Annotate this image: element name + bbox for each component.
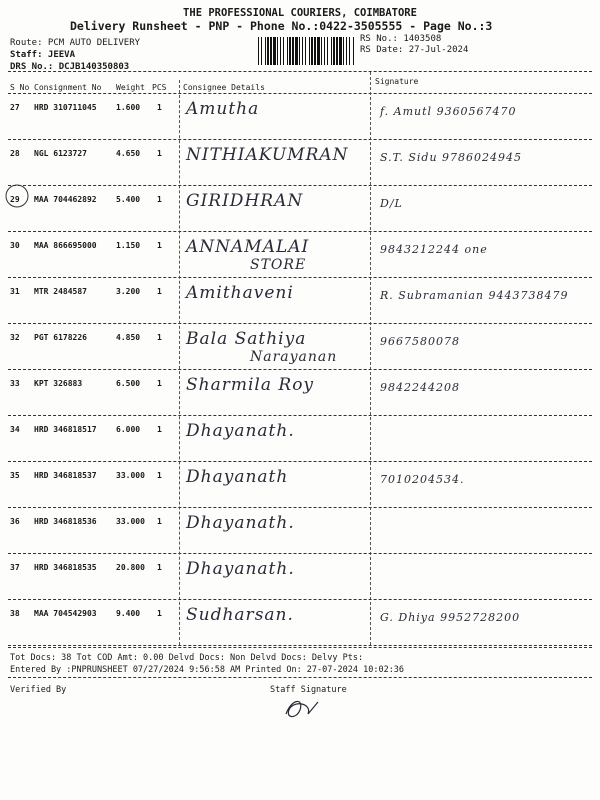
row-signature-text: 9842244208 [380,381,460,394]
row-consignment-no: HRD 346818536 [34,517,97,526]
row-weight: 33.000 [116,517,145,526]
company-title: THE PROFESSIONAL COURIERS, COIMBATORE [183,7,417,19]
verified-by-label: Verified By [10,685,67,695]
row-weight: 4.850 [116,333,141,342]
row-divider [8,139,592,140]
row-weight: 33.000 [116,471,145,480]
row-signature-text: 9843212244 one [380,243,488,256]
row-sno: 33 [10,379,20,388]
row-consignee-name: Sharmila Roy [186,375,315,395]
row-sno: 38 [10,609,20,618]
row-consignee-name: Amutha [186,99,260,119]
row-weight: 1.150 [116,241,141,250]
row-consignment-no: KPT 326883 [34,379,83,388]
row-consignee-name: ANNAMALAI [186,237,310,257]
row-pcs: 1 [157,471,162,480]
row-divider [8,369,592,370]
row-sno: 29 [10,195,20,204]
row-consignment-no: MAA 866695000 [34,241,97,250]
top-rule [8,71,592,72]
staff-label: Staff: JEEVA [10,50,76,60]
column-separator [370,72,371,645]
footer-rule [8,647,592,648]
row-weight: 9.400 [116,609,141,618]
row-consignment-no: NGL 6123727 [34,149,87,158]
row-pcs: 1 [157,517,162,526]
row-divider [8,185,592,186]
row-sno: 30 [10,241,20,250]
column-separator [179,80,180,645]
row-pcs: 1 [157,149,162,158]
row-weight: 1.600 [116,103,141,112]
row-pcs: 1 [157,287,162,296]
row-consignment-no: MAA 704542903 [34,609,97,618]
row-signature-text: S.T. Sidu 9786024945 [380,151,523,164]
row-sno: 32 [10,333,20,342]
row-signature-text: 9667580078 [380,335,460,348]
row-consignee-name: Bala Sathiya [186,329,307,349]
row-pcs: 1 [157,563,162,572]
rs-number: RS No.: 1403508 [360,34,442,44]
totals-line: Tot Docs: 38 Tot COD Amt: 0.00 Delvd Docs: Non Delvd Docs: Delvy Pts: [10,653,364,663]
row-consignee-name: GIRIDHRAN [186,191,304,211]
row-weight: 4.650 [116,149,141,158]
row-divider [8,231,592,232]
drs-number: DRS No.: DCJB140350803 [10,62,130,72]
row-consignee-name: NITHIAKUMRAN [186,145,349,165]
row-pcs: 1 [157,425,162,434]
runsheet-subtitle: Delivery Runsheet - PNP - Phone No.:0422-3505555 - Page No.:3 [70,19,493,33]
row-pcs: 1 [157,241,162,250]
row-signature-text: f. Amutl 9360567470 [380,105,517,118]
row-consignment-no: HRD 310711045 [34,103,97,112]
row-weight: 6.000 [116,425,141,434]
row-consignee-name-line2: Narayanan [250,349,338,365]
row-divider [8,645,592,646]
row-pcs: 1 [157,379,162,388]
header-rule [8,93,592,94]
row-weight: 5.400 [116,195,141,204]
row-consignee-name: Amithaveni [186,283,294,303]
row-consignment-no: HRD 346818535 [34,563,97,572]
barcode-icon [258,37,356,65]
row-pcs: 1 [157,609,162,618]
row-divider [8,415,592,416]
col-header-pcs: PCS [152,83,167,92]
row-signature-text: G. Dhiya 9952728200 [380,611,521,624]
row-divider [8,461,592,462]
col-header-sno: S No [10,83,30,92]
row-signature-text: R. Subramanian 9443738479 [380,289,569,302]
row-consignee-name: Dhayanath [186,467,289,487]
row-sno: 36 [10,517,20,526]
row-signature-text: 7010204534. [380,473,465,486]
row-divider [8,553,592,554]
col-header-consignee: Consignee Details [183,83,265,92]
row-sno: 31 [10,287,20,296]
row-consignee-name: Dhayanath. [186,421,295,441]
route-label: Route: PCM AUTO DELIVERY [10,38,141,48]
row-weight: 3.200 [116,287,141,296]
row-sno: 27 [10,103,20,112]
row-consignment-no: MTR 2484587 [34,287,87,296]
row-consignee-name: Sudharsan. [186,605,294,625]
row-weight: 6.500 [116,379,141,388]
row-divider [8,277,592,278]
row-sno: 34 [10,425,20,434]
entered-by-line: Entered By :PNPRUNSHEET 07/27/2024 9:56:58 AM Printed On: 27-07-2024 10:02:36 [10,665,405,675]
row-consignment-no: HRD 346818537 [34,471,97,480]
row-sno: 35 [10,471,20,480]
row-divider [8,507,592,508]
col-header-weight: Weight [116,83,145,92]
row-divider [8,323,592,324]
row-consignment-no: HRD 346818517 [34,425,97,434]
row-pcs: 1 [157,103,162,112]
circle-mark-icon [4,182,32,210]
rs-date: RS Date: 27-Jul-2024 [360,45,469,55]
row-divider [8,599,592,600]
row-sno: 37 [10,563,20,572]
col-header-consignment: Consignment No [34,83,102,92]
row-consignee-name: Dhayanath. [186,513,295,533]
staff-signature-icon [278,694,328,724]
row-signature-text: D/L [380,197,403,210]
row-weight: 20.800 [116,563,145,572]
footer-bottom-rule [8,677,592,678]
row-consignee-name-line2: STORE [250,257,307,273]
row-consignment-no: PGT 6178226 [34,333,87,342]
row-consignee-name: Dhayanath. [186,559,295,579]
row-pcs: 1 [157,333,162,342]
staff-signature-label: Staff Signature [270,685,347,695]
row-consignment-no: MAA 704462892 [34,195,97,204]
row-sno: 28 [10,149,20,158]
row-pcs: 1 [157,195,162,204]
col-header-signature: Signature [375,77,419,86]
